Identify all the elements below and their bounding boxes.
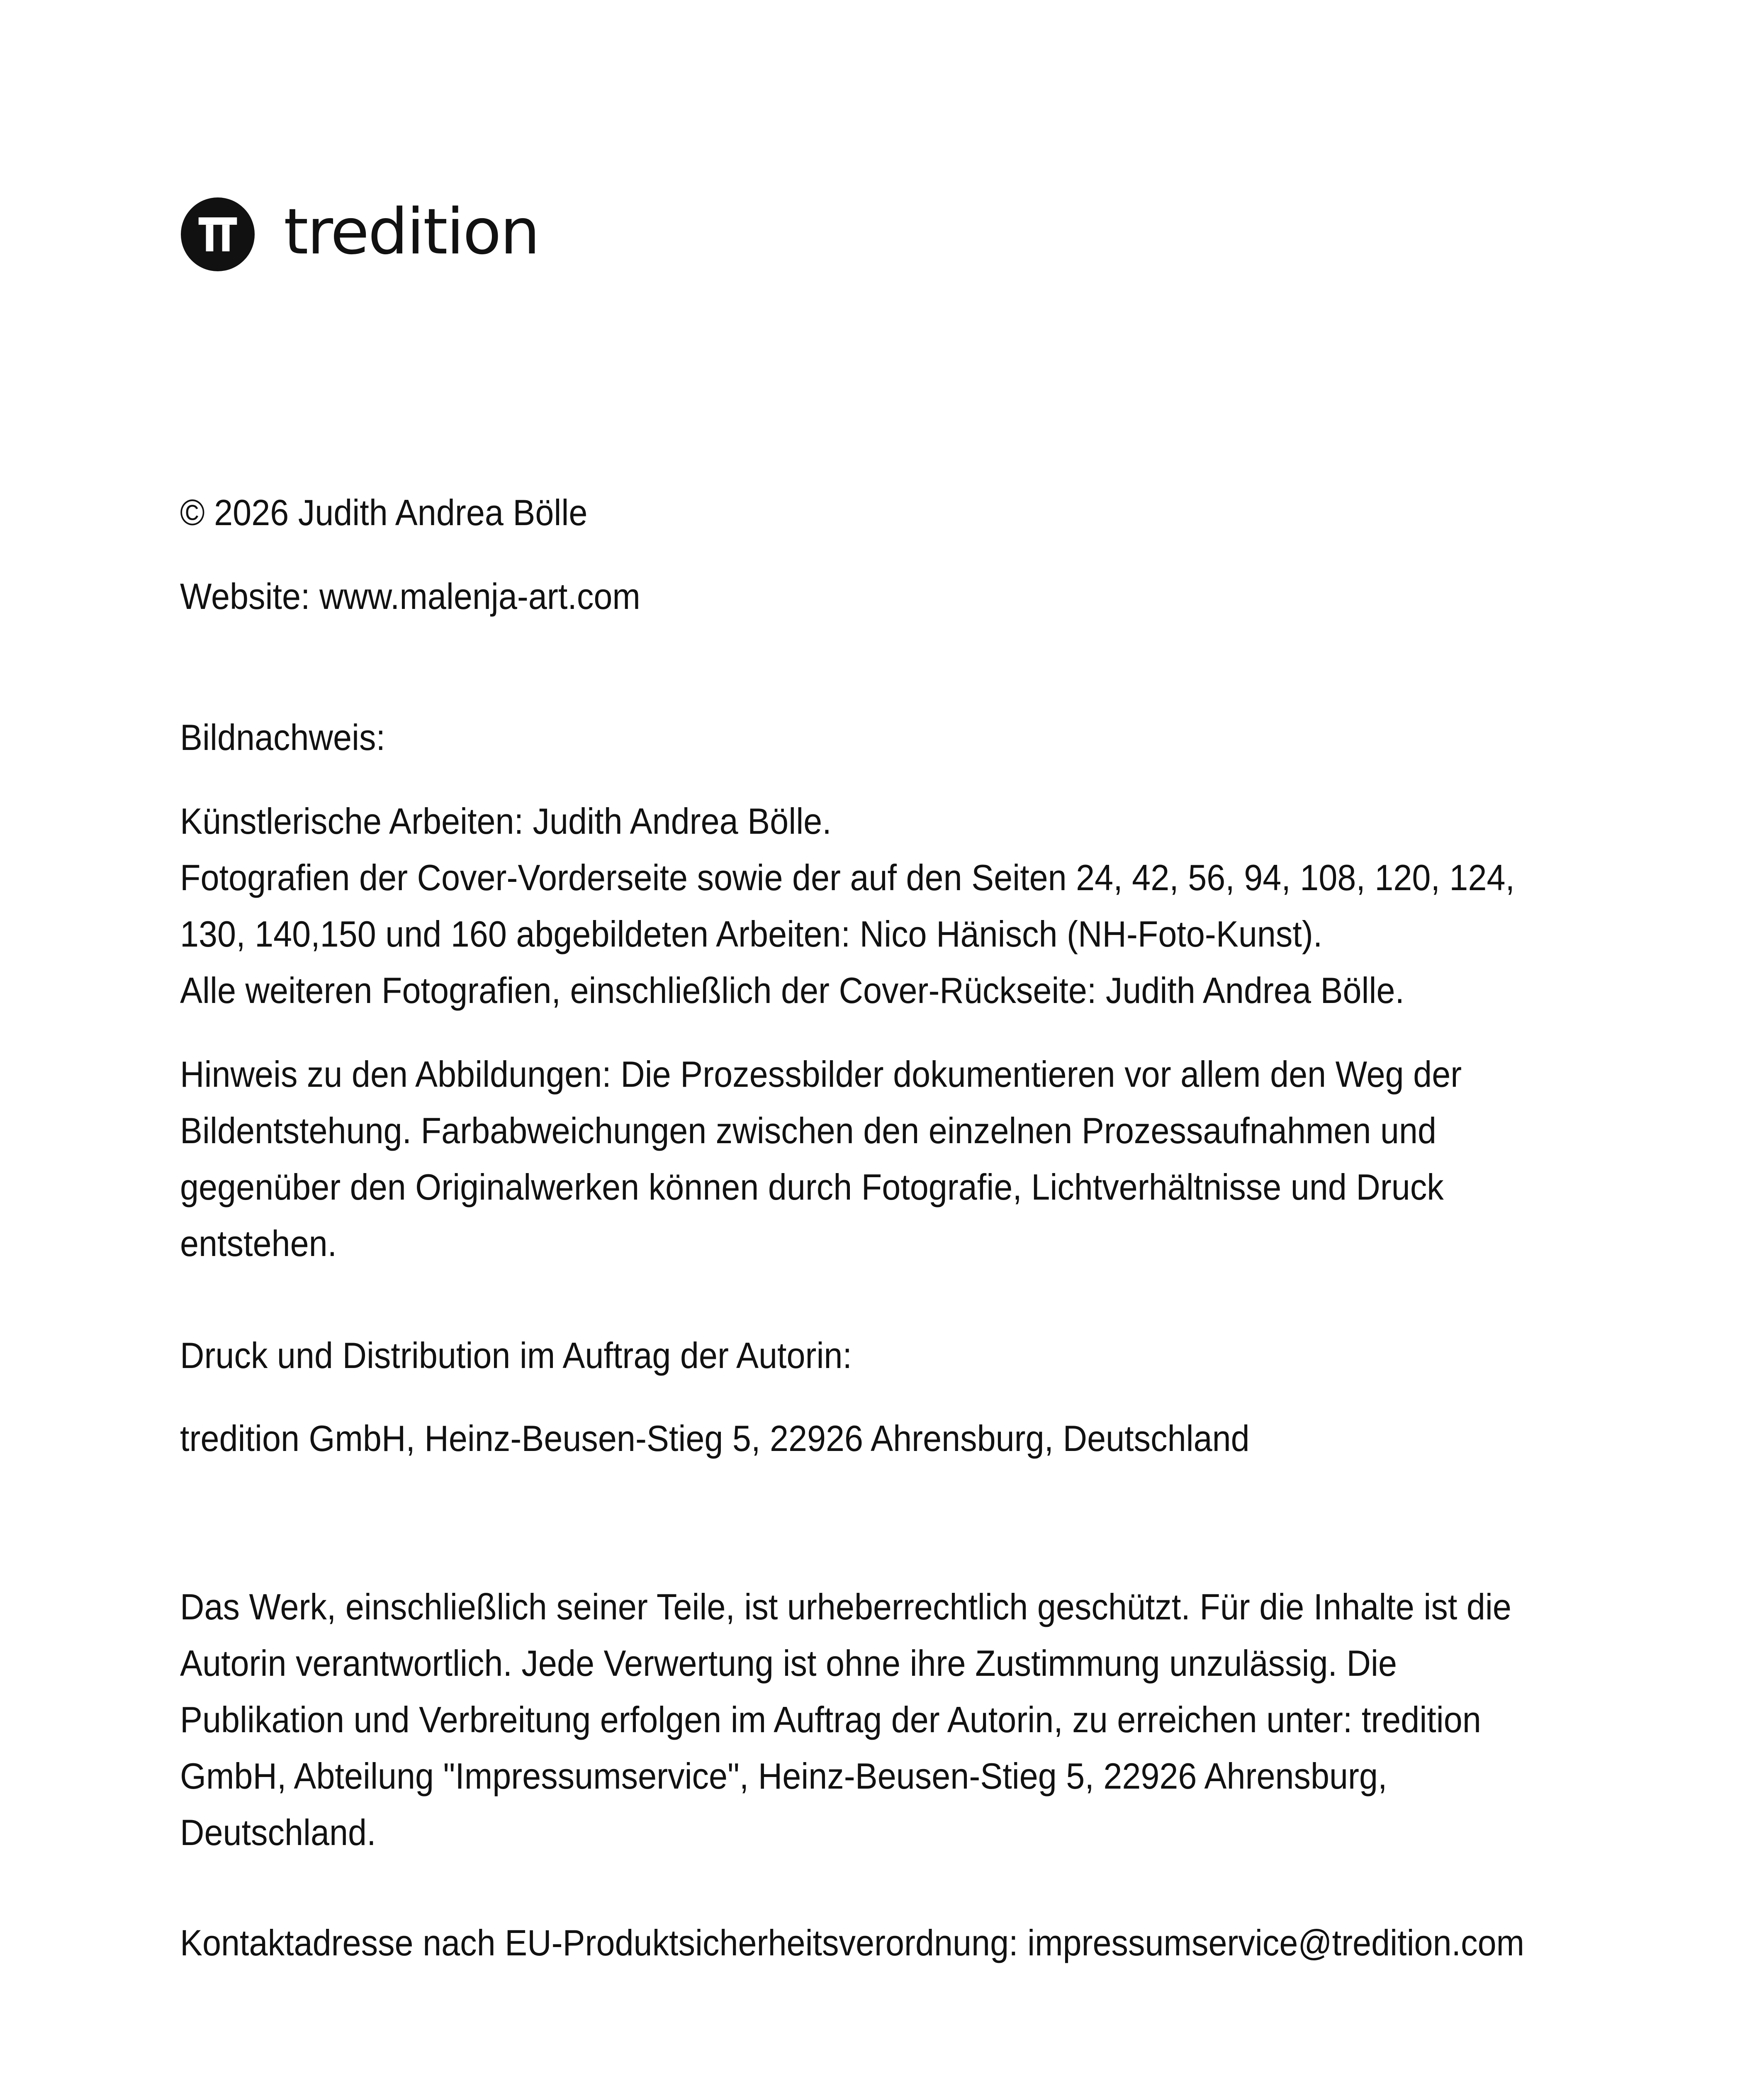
legal-line: Das Werk, einschließlich seiner Teile, ist urheberrechtlich geschützt. Für die Inhalte ist die [180,1586,1511,1627]
legal-line: Autorin verantwortlich. Jede Verwertung ist ohne ihre Zustimmung unzulässig. Die [180,1643,1397,1684]
distribution-address: tredition GmbH, Heinz-Beusen-Stieg 5, 22926 Ahrensburg, Deutschland [180,1418,1250,1459]
website-line: Website: www.malenja-art.com [180,576,640,617]
image-note-block [180,1046,1516,1272]
tredition-logo [181,195,539,274]
distribution-heading: Druck und Distribution im Auftrag der Autorin: [180,1335,852,1376]
copyright-line: © 2026 Judith Andrea Bölle [180,492,588,533]
note-line: entstehen. [180,1223,337,1264]
credits-line: Alle weiteren Fotografien, einschließlich der Cover-Rückseite: Judith Andrea Bölle. [180,970,1405,1011]
note-line: Hinweis zu den Abbildungen: Die Prozessbilder dokumentieren vor allem den Weg der [180,1054,1462,1095]
credits-block [180,793,1516,1019]
legal-line: GmbH, Abteilung "Impressumservice", Heinz-Beusen-Stieg 5, 22926 Ahrensburg, [180,1755,1387,1796]
credits-line: Fotografien der Cover-Vorderseite sowie der auf den Seiten 24, 42, 56, 94, 108, 120, 124, [180,857,1515,898]
contact-line: Kontaktadresse nach EU-Produktsicherheitsverordnung: impressumservice@tredition.com [180,1922,1525,1963]
credits-line: 130, 140,150 und 160 abgebildeten Arbeiten: Nico Hänisch (NH-Foto-Kunst). [180,913,1323,954]
legal-line: Publikation und Verbreitung erfolgen im Auftrag der Autorin, zu erreichen unter: tredition [180,1699,1481,1740]
tredition-logo-icon [181,197,255,271]
legal-notice-block [180,1579,1516,1861]
note-line: gegenüber den Originalwerken können durch Fotografie, Lichtverhältnisse und Druck [180,1166,1444,1207]
credits-line: Künstlerische Arbeiten: Judith Andrea Bölle. [180,801,832,842]
note-line: Bildentstehung. Farbabweichungen zwischen den einzelnen Prozessaufnahmen und [180,1110,1437,1151]
legal-line: Deutschland. [180,1812,376,1853]
credits-heading: Bildnachweis: [180,717,386,758]
logo-wordmark: tredition [284,195,539,268]
